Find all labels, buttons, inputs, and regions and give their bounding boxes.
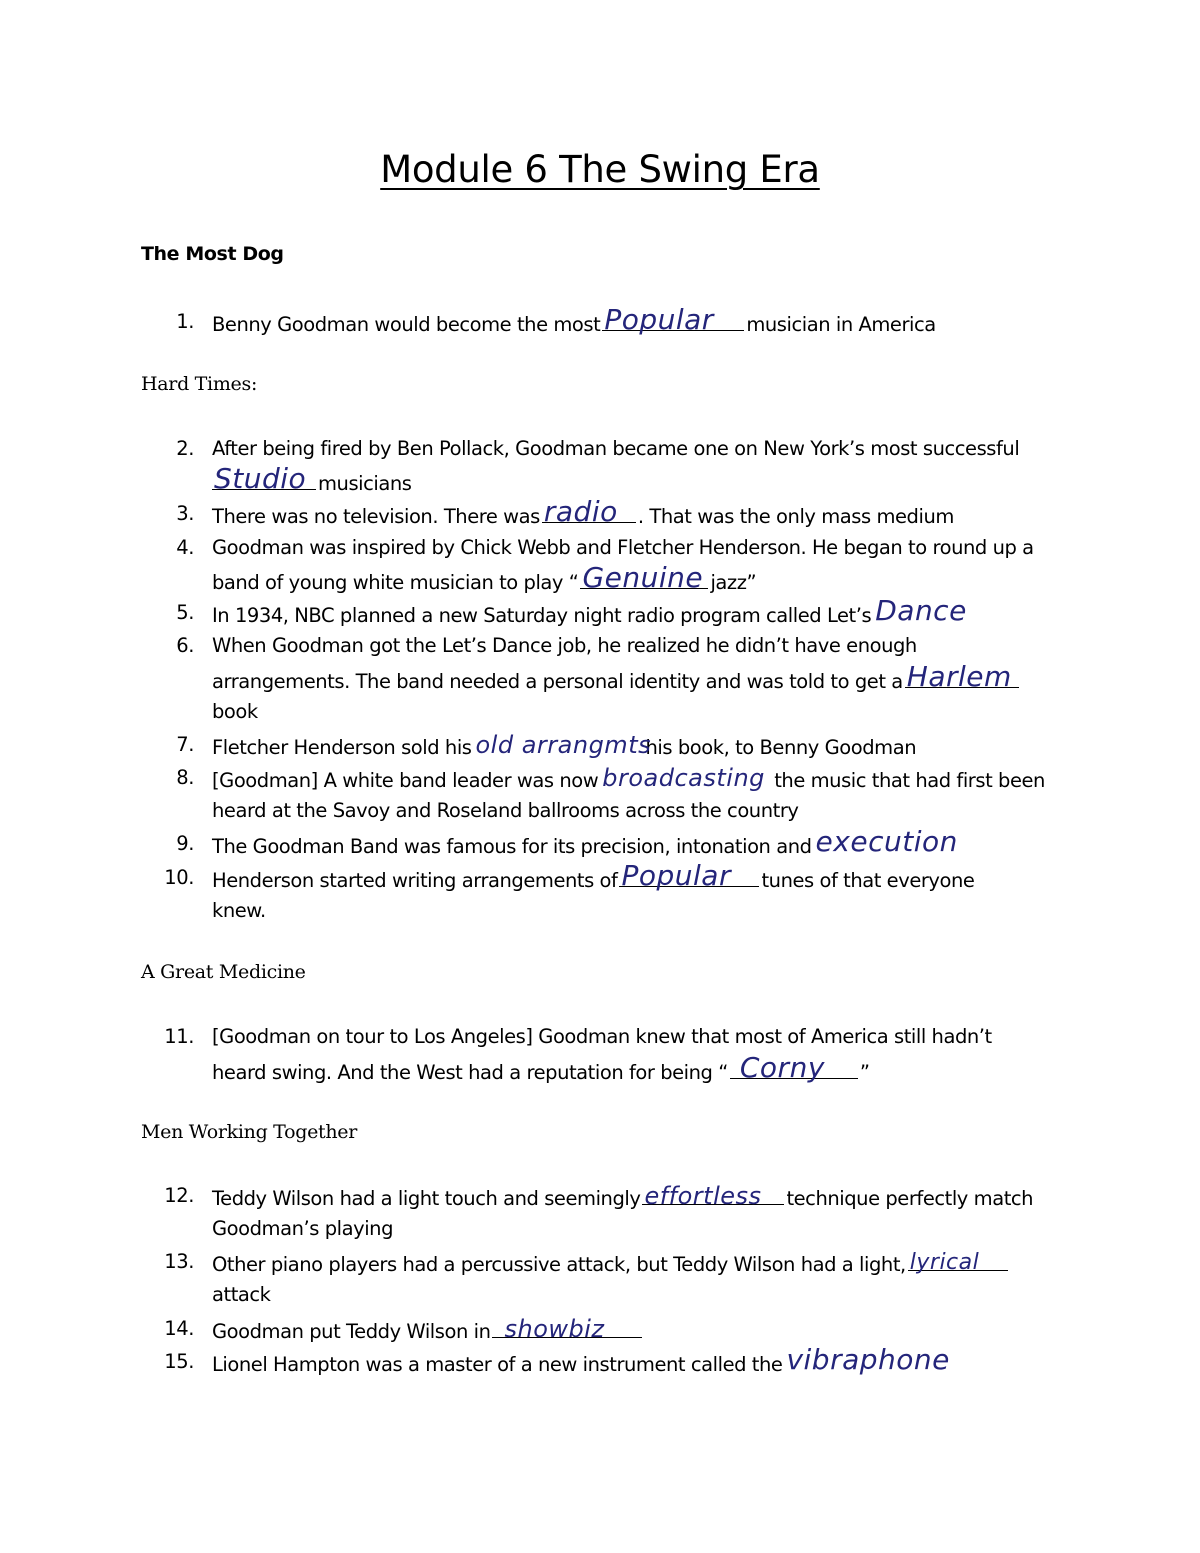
answer-blank xyxy=(905,660,1019,693)
answer-blank xyxy=(580,561,708,594)
answer-blank xyxy=(873,594,973,627)
question-number: 14. xyxy=(164,1317,194,1340)
handwritten-answer: Harlem xyxy=(906,660,1012,693)
question-number: 13. xyxy=(164,1250,194,1273)
question-13-line-1: Other piano players had a percussive attack, but Teddy Wilson had a light, lyrical xyxy=(212,1250,1010,1276)
question-6-line-1: When Goodman got the Let’s Dance job, he realized he didn’t have enough xyxy=(212,634,917,657)
handwritten-answer: Popular xyxy=(621,859,731,892)
question-number: 5. xyxy=(176,601,194,624)
question-3: There was no television. There was radio . That was the only mass medium xyxy=(212,495,954,528)
question-2-line-2: Studio musicians xyxy=(214,462,412,495)
answer-blank xyxy=(730,1051,858,1084)
page-title: Module 6 The Swing Era xyxy=(380,148,820,191)
question-11-line-2: heard swing. And the West had a reputation for being “ Corny ” xyxy=(212,1051,870,1084)
answer-blank xyxy=(542,495,636,528)
question-12-line-1: Teddy Wilson had a light touch and seemingly effortless technique perfectly match xyxy=(212,1182,1034,1210)
question-number: 1. xyxy=(176,310,194,333)
handwritten-answer: Popular xyxy=(604,303,714,336)
answer-blank xyxy=(602,303,744,336)
question-14: Goodman put Teddy Wilson in showbiz xyxy=(212,1317,644,1343)
answer-blank xyxy=(814,825,964,858)
section-heading-men-working-together: Men Working Together xyxy=(141,1121,358,1143)
question-10-line-2: knew. xyxy=(212,899,266,922)
handwritten-answer: radio xyxy=(543,495,618,528)
handwritten-answer: Studio xyxy=(214,462,307,495)
question-8-line-2: heard at the Savoy and Roseland ballrooms across the country xyxy=(212,799,799,822)
handwritten-answer: effortless xyxy=(644,1182,762,1210)
section-heading-great-medicine: A Great Medicine xyxy=(141,961,306,983)
handwritten-answer: old arrangmts xyxy=(475,731,652,759)
question-13-line-2: attack xyxy=(212,1283,271,1306)
question-7: Fletcher Henderson sold his old arrangmts his book, to Benny Goodman xyxy=(212,731,917,759)
question-1: Benny Goodman would become the most Popular musician in America xyxy=(212,303,936,336)
handwritten-answer: Dance xyxy=(875,594,967,627)
handwritten-answer: lyrical xyxy=(909,1250,980,1275)
question-number: 4. xyxy=(176,536,194,559)
handwritten-answer: vibraphone xyxy=(786,1343,950,1376)
answer-blank xyxy=(600,764,772,792)
question-4-line-2: band of young white musician to play “ Genuine jazz” xyxy=(212,561,757,594)
handwritten-answer: showbiz xyxy=(504,1315,605,1343)
answer-blank xyxy=(492,1315,642,1343)
handwritten-answer: Corny xyxy=(739,1051,825,1084)
question-6-line-2: arrangements. The band needed a personal identity and was told to get a Harlem xyxy=(212,667,1021,693)
answer-blank xyxy=(908,1250,1008,1275)
question-10-line-1: Henderson started writing arrangements of Popular tunes of that everyone xyxy=(212,859,975,892)
section-heading-hard-times: Hard Times: xyxy=(141,373,258,395)
question-2-line-1: After being fired by Ben Pollack, Goodman became one on New York’s most successful xyxy=(212,437,1020,460)
question-number: 7. xyxy=(176,733,194,756)
question-6-line-3: book xyxy=(212,700,258,723)
question-number: 2. xyxy=(176,437,194,460)
question-number: 11. xyxy=(164,1025,194,1048)
question-15: Lionel Hampton was a master of a new instrument called the vibraphone xyxy=(212,1350,962,1376)
question-number: 8. xyxy=(176,766,194,789)
handwritten-answer: Genuine xyxy=(582,561,704,594)
question-8-line-1: [Goodman] A white band leader was now broadcasting the music that had first been xyxy=(212,764,1045,792)
answer-blank xyxy=(642,1182,784,1210)
handwritten-answer: broadcasting xyxy=(602,764,765,792)
question-12-line-2: Goodman’s playing xyxy=(212,1217,393,1240)
question-number: 9. xyxy=(176,832,194,855)
handwritten-answer: execution xyxy=(815,825,958,858)
question-number: 12. xyxy=(164,1184,194,1207)
answer-blank xyxy=(784,1343,960,1376)
question-4-line-1: Goodman was inspired by Chick Webb and Fletcher Henderson. He began to round up a xyxy=(212,536,1034,559)
answer-blank xyxy=(619,859,759,892)
question-5: In 1934, NBC planned a new Saturday night radio program called Let’s Dance xyxy=(212,601,975,627)
question-number: 10. xyxy=(164,866,194,889)
question-number: 3. xyxy=(176,502,194,525)
question-11-line-1: [Goodman on tour to Los Angeles] Goodman knew that most of America still hadn’t xyxy=(212,1025,992,1048)
question-number: 15. xyxy=(164,1350,194,1373)
section-heading-most-dog: The Most Dog xyxy=(141,243,284,265)
question-number: 6. xyxy=(176,634,194,657)
question-9: The Goodman Band was famous for its precision, intonation and execution xyxy=(212,832,966,858)
answer-blank xyxy=(474,731,652,759)
